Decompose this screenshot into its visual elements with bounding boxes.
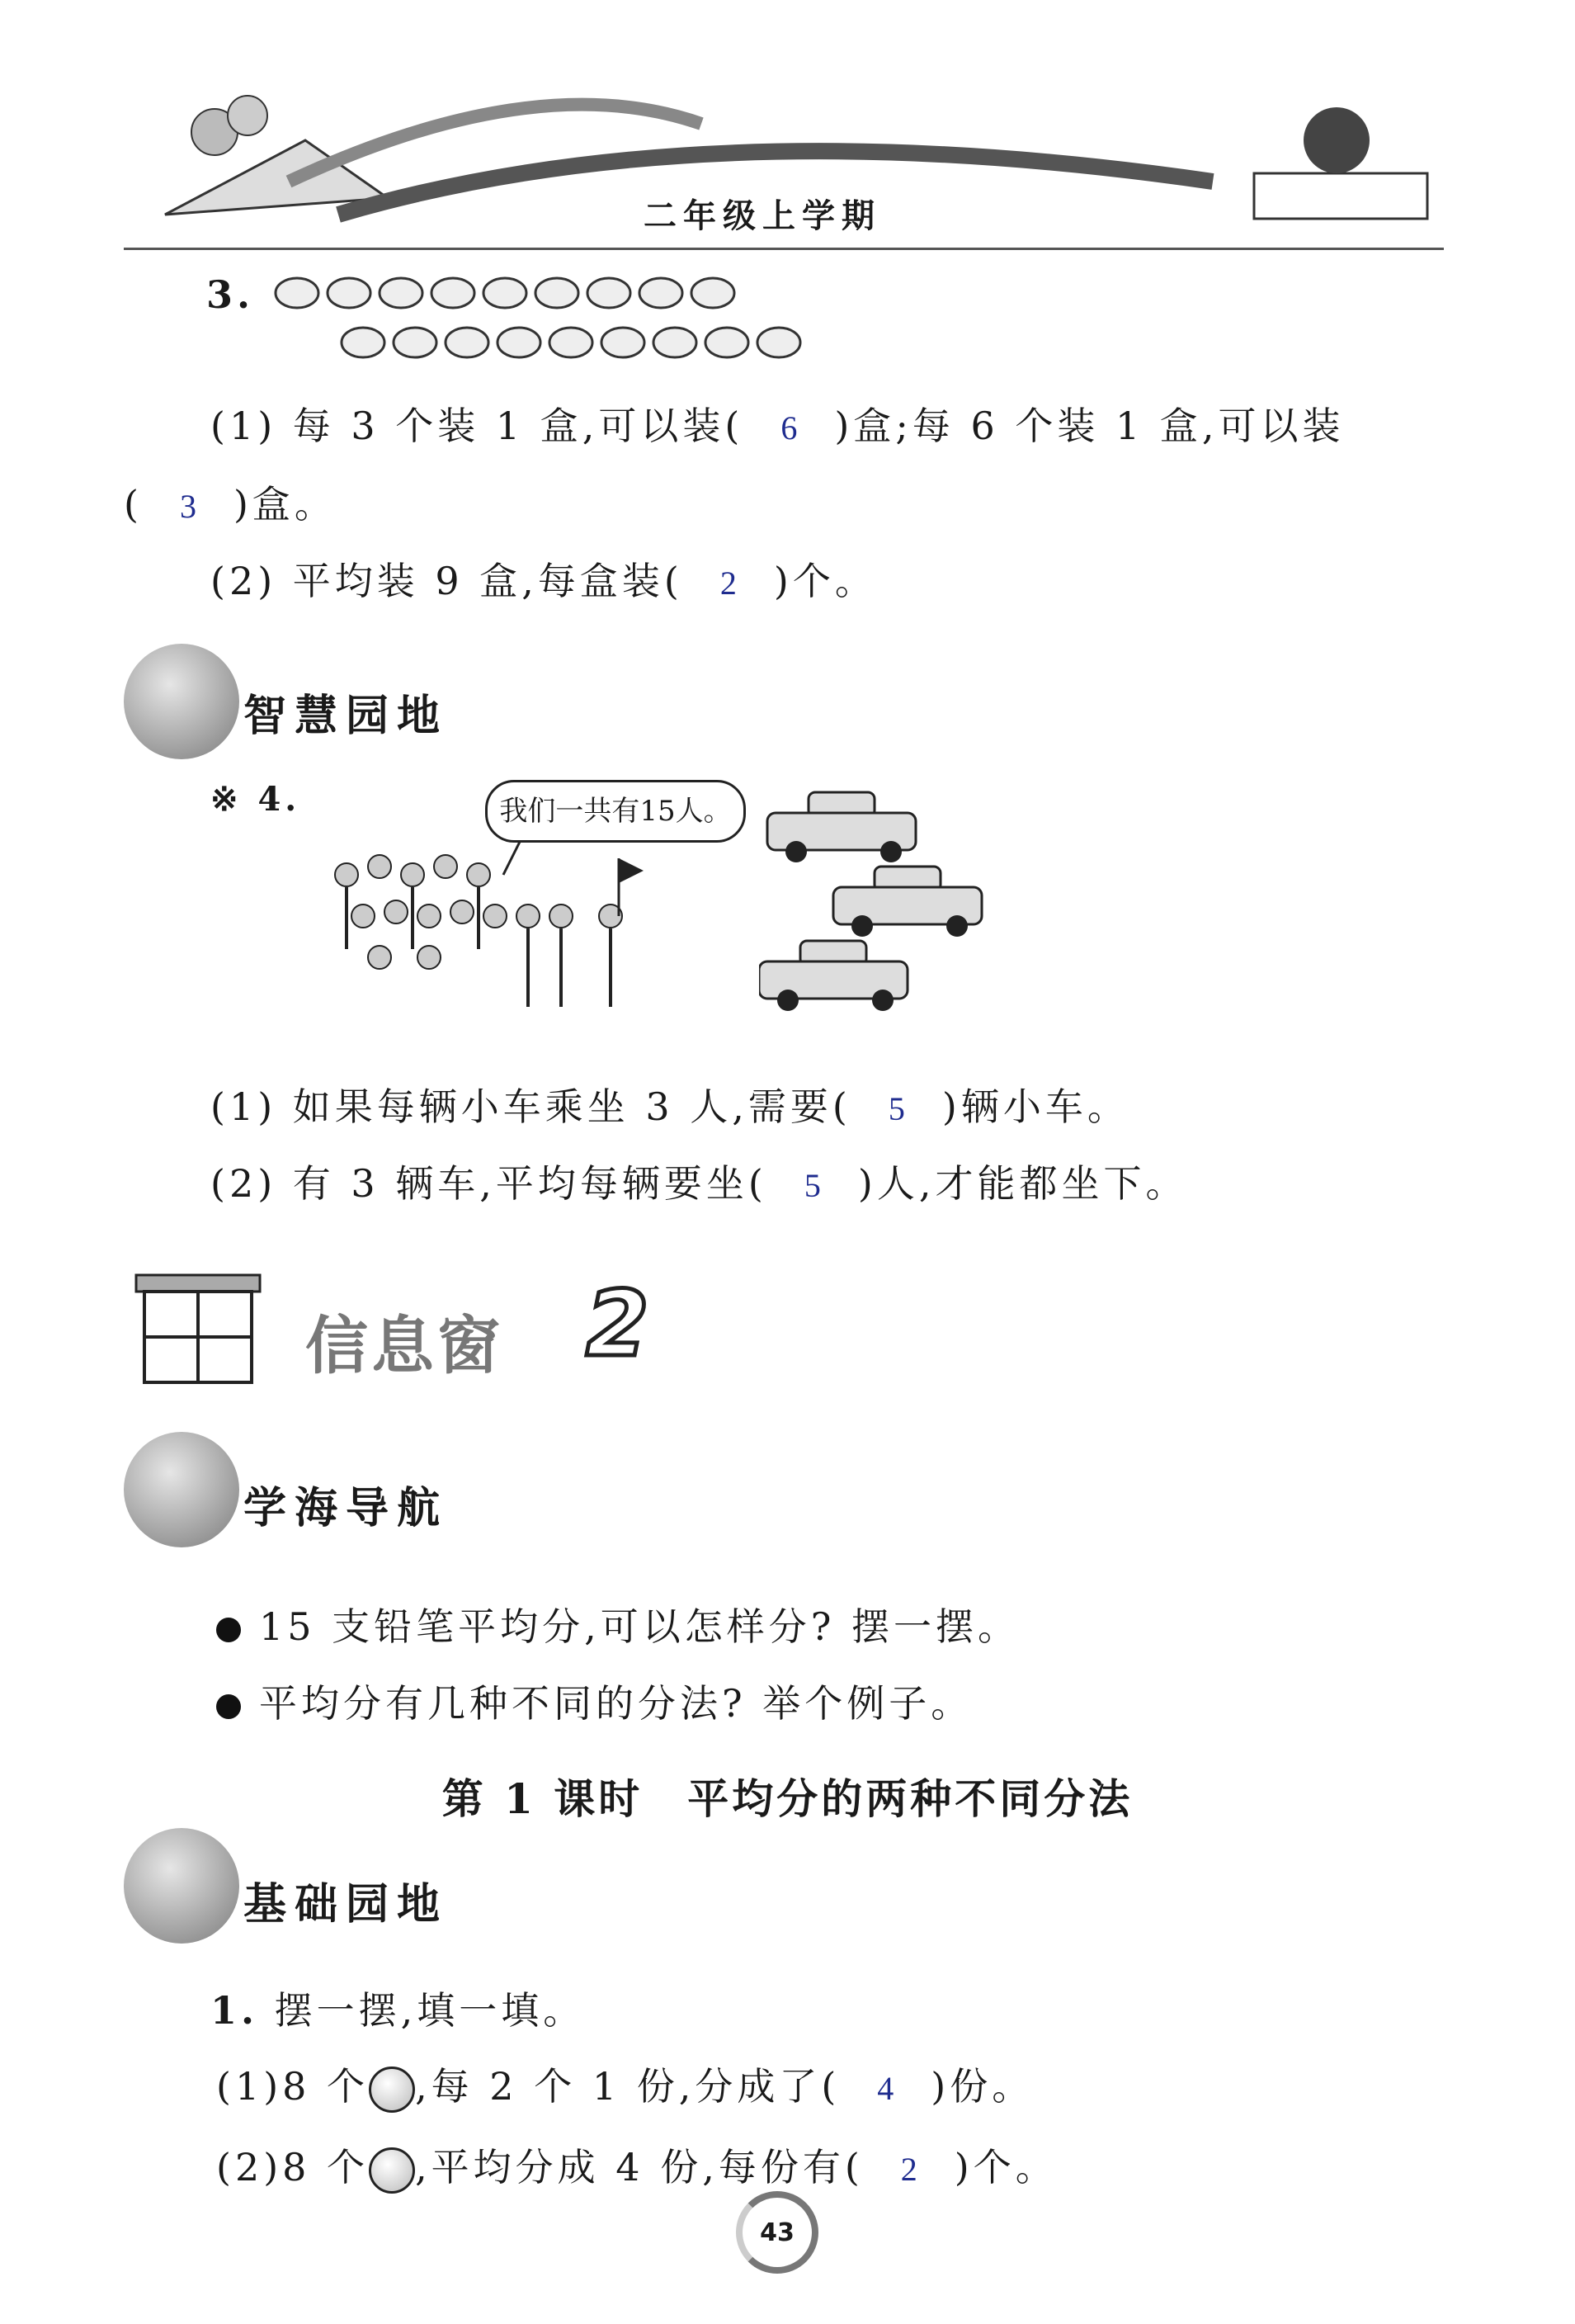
window-icon (132, 1271, 264, 1386)
q1-part2-text-c: )个。 (954, 2145, 1058, 2189)
q1-part1-text-b: ,每 2 个 1 份,分成了( (415, 2064, 841, 2109)
q3-part2-text-b: )个。 (773, 559, 877, 603)
guide-bullet-1-text: 15 支铅笔平均分,可以怎样分? 摆一摆。 (259, 1604, 1021, 1649)
q4-part2-line (210, 1154, 1187, 1208)
q4-part2-text-a: (2) 有 3 辆车,平均每辆要坐( (210, 1161, 767, 1206)
page-header-title: 二年级上学期 (644, 197, 881, 235)
q3-part1-text-d: )盒。 (233, 482, 337, 527)
bowls-illustration (272, 268, 817, 367)
q3-part2-text-a: (2) 平均装 9 盒,每盒装( (210, 559, 683, 603)
bullet-icon (216, 1618, 241, 1642)
volleyball-icon (369, 2067, 415, 2113)
q4-number: ※ 4. (210, 780, 301, 819)
q1-part1-line (216, 2057, 1034, 2113)
q1-intro-line (210, 1981, 585, 2035)
guide-bullet-1 (216, 1597, 1020, 1651)
q1-number: 1. (210, 1988, 259, 2033)
q4-part1-text-b: )辆小车。 (941, 1084, 1129, 1129)
q1-intro-text: 摆一摆,填一填。 (274, 1988, 586, 2033)
q1-answer-1: 4 (877, 2070, 894, 2107)
speech-bubble-text: 我们一共有15人。 (499, 795, 732, 828)
q4-part2-text-b: )人,才能都坐下。 (857, 1161, 1188, 1206)
q4-answer-2: 5 (804, 1167, 821, 1204)
bullet-icon (216, 1694, 241, 1719)
q3-part1-text-c: ( (124, 482, 143, 527)
guide-bullet-2-text: 平均分有几种不同的分法? 举个例子。 (259, 1681, 974, 1726)
unit-title: 信息窗 (305, 1309, 503, 1382)
header-divider (124, 248, 1444, 250)
wisdom-section-title: 智慧园地 (243, 692, 449, 741)
q3-answer-3: 2 (719, 564, 737, 602)
q1-part2-text-a: (2)8 个 (216, 2145, 370, 2189)
basic-avatar-icon (124, 1828, 239, 1944)
q3-answer-2: 3 (179, 488, 196, 525)
volleyball-icon (369, 2147, 415, 2194)
q3-answer-1: 6 (780, 409, 798, 446)
cars-illustration (759, 776, 990, 1023)
wisdom-avatar-icon (124, 644, 239, 759)
unit-number: 2 (586, 1271, 649, 1377)
q1-part2-text-b: ,平均分成 4 份,每份有( (415, 2145, 864, 2189)
q1-answer-2: 2 (900, 2151, 917, 2188)
q4-part1-line (210, 1077, 1129, 1131)
page-number: 43 (760, 2218, 795, 2247)
q4-answer-1: 5 (888, 1090, 905, 1127)
q3-part2-line (210, 551, 877, 606)
q1-part1-text-c: )份。 (931, 2064, 1035, 2109)
guide-avatar-icon (124, 1432, 239, 1547)
lesson-title: 第 1 课时 平均分的两种不同分法 (441, 1774, 1134, 1823)
q3-part1-text-a: (1) 每 3 个装 1 盒,可以装( (210, 404, 744, 448)
q3-part1-line2 (124, 475, 337, 529)
q1-part2-line (216, 2137, 1058, 2194)
q3-part1-text-b: )盒;每 6 个装 1 盒,可以装 (834, 404, 1345, 448)
q3-number: 3. (206, 272, 255, 317)
q4-part1-text-a: (1) 如果每辆小车乘坐 3 人,需要( (210, 1084, 851, 1129)
page-number-badge (736, 2191, 818, 2274)
q1-part1-text-a: (1)8 个 (216, 2064, 370, 2109)
basic-section-title: 基础园地 (243, 1880, 449, 1930)
q3-part1-line1 (210, 396, 1344, 451)
guide-bullet-2 (216, 1674, 973, 1728)
people-group-illustration (314, 825, 660, 1023)
guide-section-title: 学海导航 (243, 1484, 449, 1533)
